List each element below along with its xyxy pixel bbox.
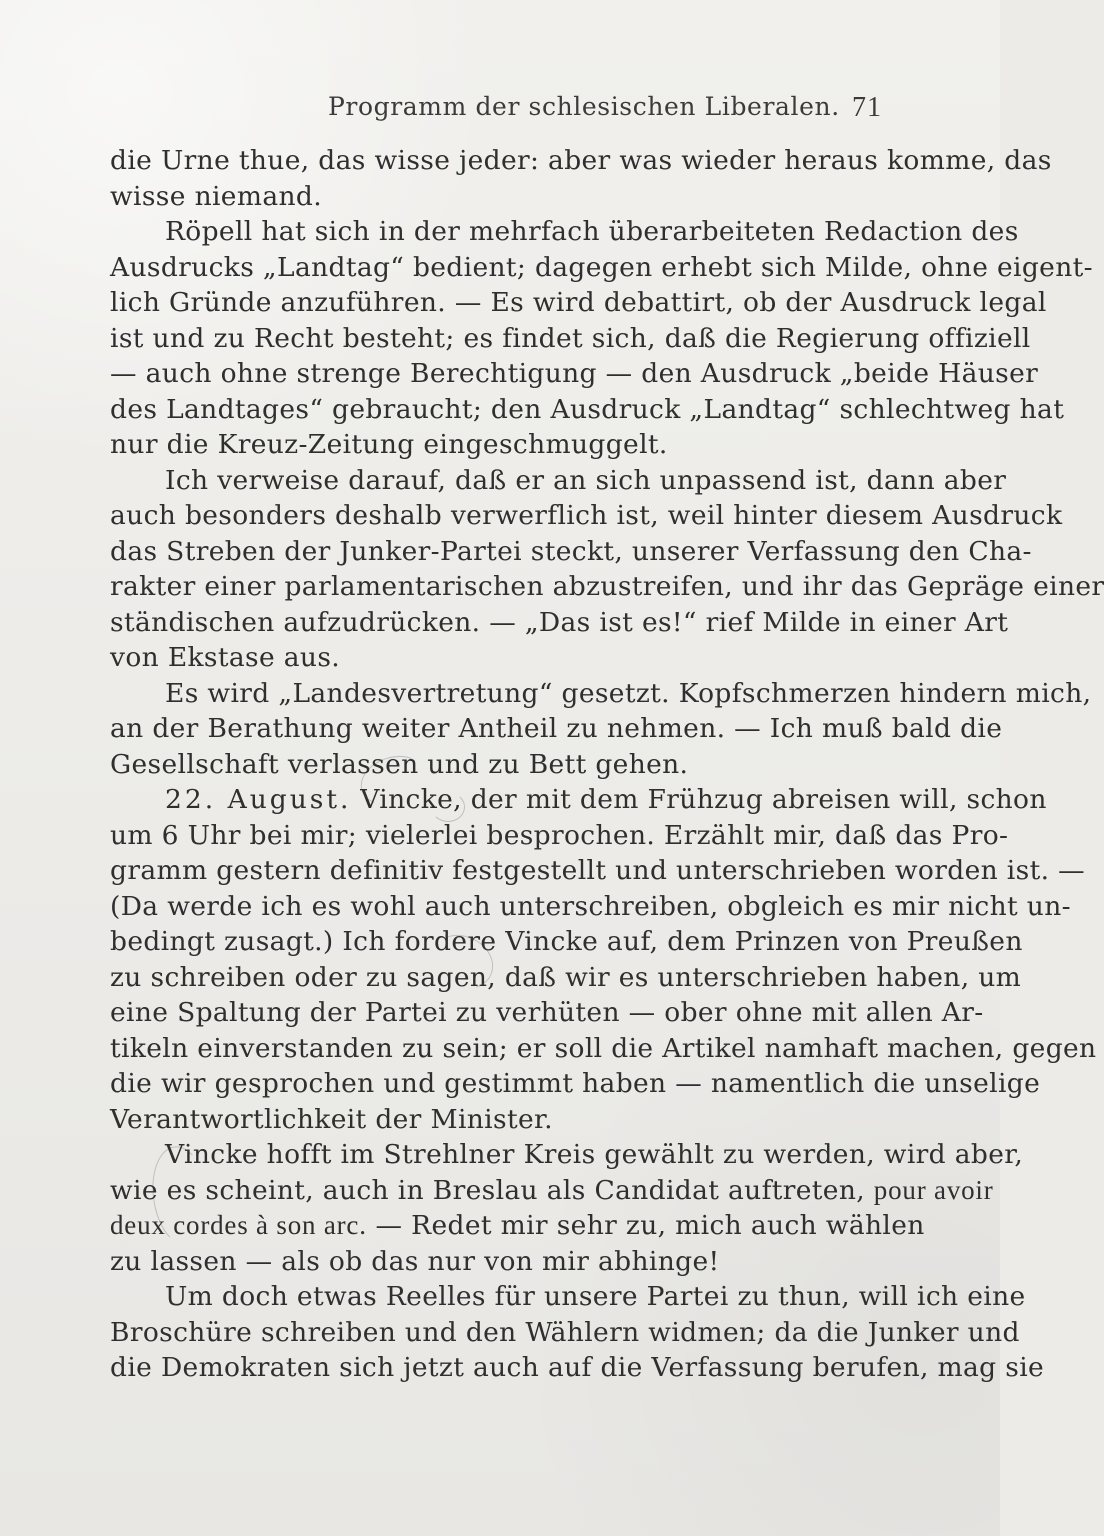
- text-line: die wir gesprochen und gestimmt haben — namentlich die unselige: [110, 1068, 1041, 1099]
- text-line: rakter einer parlamentarischen abzustreifen, und ihr das Gepräge einer: [110, 571, 1104, 602]
- text-line: ist und zu Recht besteht; es findet sich, daß die Regierung offiziell: [110, 322, 1031, 354]
- text-line: zu lassen — als ob das nur von mir abhinge!: [110, 1245, 720, 1277]
- text-line: lich Gründe anzuführen. — Es wird debattirt, ob der Ausdruck legal: [110, 287, 1047, 318]
- text-line: von Ekstase aus.: [110, 642, 341, 673]
- text-line: tikeln einverstanden zu sein; er soll die Artikel namhaft machen, gegen: [110, 1032, 1097, 1064]
- text-line: auch besonders deshalb verwerflich ist, weil hinter diesem Ausdruck: [110, 500, 1063, 531]
- text-line-continuation: Vincke, der mit dem Frühzug abreisen will, schon: [360, 784, 1047, 815]
- latin-phrase: deux cordes à son arc.: [110, 1210, 367, 1240]
- text-line: Broschüre schreiben und den Wählern widmen; da die Junker und: [110, 1316, 1020, 1348]
- text-line: Ich verweise darauf, daß er an sich unpassend ist, dann aber: [165, 464, 1007, 496]
- text-line: wisse niemand.: [110, 180, 322, 212]
- text-line: nur die Kreuz-Zeitung eingeschmuggelt.: [110, 429, 668, 460]
- text-line: eine Spaltung der Partei zu verhüten — ober ohne mit allen Ar-: [110, 997, 984, 1028]
- text-line: zu schreiben oder zu sagen, daß wir es unterschrieben haben, um: [110, 961, 1022, 993]
- text-line: um 6 Uhr bei mir; vielerlei besprochen. Erzählt mir, daß das Pro-: [110, 819, 1009, 851]
- text-line: [110, 782, 1047, 818]
- running-title: Programm der schlesischen Liberalen.: [328, 92, 840, 121]
- text-line: gramm gestern definitiv festgestellt und unterschrieben worden ist. —: [110, 855, 1085, 886]
- text-line: — auch ohne strenge Berechtigung — den Ausdruck „beide Häuser: [110, 358, 1039, 389]
- body-text: [110, 143, 1104, 1386]
- text-line: die Demokraten sich jetzt auch auf die Verfassung berufen, mag sie: [110, 1352, 1045, 1383]
- latin-phrase: pour avoir: [873, 1174, 994, 1205]
- text-line: [110, 1173, 994, 1209]
- text-line: das Streben der Junker-Partei steckt, unserer Verfassung den Cha-: [110, 535, 1032, 567]
- text-line: Ausdrucks „Landtag“ bedient; dagegen erhebt sich Milde, ohne eigent-: [110, 251, 1093, 283]
- text-line: an der Berathung weiter Antheil zu nehmen. — Ich muß bald die: [110, 713, 1003, 744]
- text-line: Vincke hofft im Strehlner Kreis gewählt zu werden, wird aber,: [165, 1139, 1024, 1170]
- text-line: Gesellschaft verlassen und zu Bett gehen.: [110, 748, 689, 780]
- text-line: Es wird „Landesvertretung“ gesetzt. Kopfschmerzen hindern mich,: [165, 677, 1092, 709]
- text-line: Verantwortlichkeit der Minister.: [110, 1103, 553, 1135]
- text-line: ständischen aufzudrücken. — „Das ist es!“ rief Milde in einer Art: [110, 606, 1009, 638]
- text-line: Um doch etwas Reelles für unsere Partei zu thun, will ich eine: [165, 1281, 1026, 1312]
- page-header: [110, 92, 882, 126]
- text-line: Röpell hat sich in der mehrfach überarbeiteten Redaction des: [165, 216, 1019, 247]
- text-line: die Urne thue, das wisse jeder: aber was wieder heraus komme, das: [110, 145, 1052, 176]
- dated-entry: 22. August.: [165, 784, 352, 815]
- text-segment: — Redet mir sehr zu, mich auch wählen: [375, 1210, 925, 1241]
- text-line: bedingt zusagt.) Ich fordere Vincke auf, dem Prinzen von Preußen: [110, 926, 1023, 957]
- text-line: [110, 1208, 925, 1244]
- text-segment: wie es scheint, auch in Breslau als Candidat auftreten,: [110, 1174, 866, 1206]
- page-number: 71: [852, 92, 882, 123]
- text-line: (Da werde ich es wohl auch unterschreiben, obgleich es mir nicht un-: [110, 890, 1071, 922]
- text-line: des Landtages“ gebraucht; den Ausdruck „Landtag“ schlechtweg hat: [110, 393, 1065, 425]
